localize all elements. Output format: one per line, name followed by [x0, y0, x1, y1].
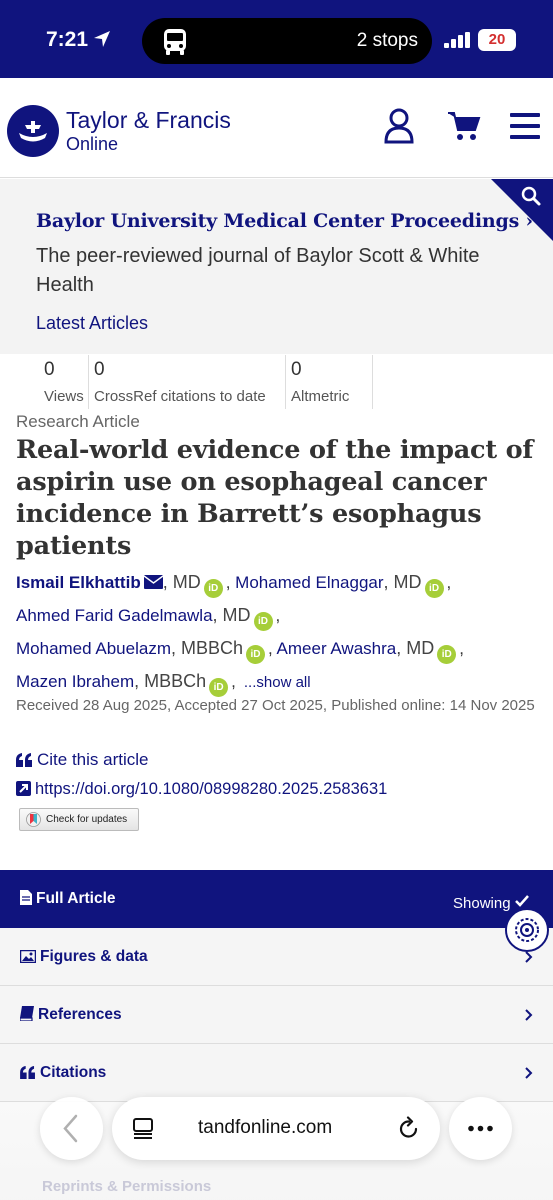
doi-link[interactable]: https://doi.org/10.1080/08998280.2025.2583631 [16, 780, 387, 799]
showing-status: Showing [453, 895, 511, 912]
dynamic-island[interactable] [142, 18, 432, 64]
journal-banner [0, 179, 553, 354]
publication-dates: Received 28 Aug 2025, Accepted 27 Oct 2025, Published online: 14 Nov 2025 [16, 697, 535, 714]
chevron-right-icon [524, 1009, 533, 1021]
orcid-icon[interactable]: iD [209, 678, 228, 697]
metric-views: 0 Views [44, 359, 84, 405]
shopping-cart-icon[interactable] [447, 111, 481, 141]
hamburger-menu-icon[interactable] [510, 113, 540, 139]
crossmark-icon [26, 812, 41, 827]
cellular-signal-icon [444, 32, 472, 48]
article-title: Real-world evidence of the impact of aspirin use on esophageal cancer incidence in Barrett’s esophagus patients [16, 435, 534, 561]
live-activity-text: 2 stops [356, 30, 418, 51]
author-credential: , MD [162, 572, 201, 592]
location-arrow-icon [93, 30, 111, 48]
ellipsis-icon [449, 1097, 512, 1160]
journal-title-link[interactable]: Baylor University Medical Center Proceedings › [36, 210, 533, 232]
metric-divider [285, 355, 286, 409]
author-list: Ismail Elkhattib , MD iD , Mohamed Elnaggar, MD iD , Ahmed Farid Gadelmawla, MD iD , Mohamed Abuelazm, MBBCh iD , Ameer Awashra, MD iD , Mazen Ibrahem, MBBCh iD , ...show all [16, 566, 546, 699]
tab-references[interactable]: References [0, 986, 553, 1044]
author-credential: , MBBCh [134, 671, 207, 691]
accessibility-widget-icon[interactable] [505, 908, 549, 952]
more-options-button[interactable] [449, 1097, 512, 1160]
document-icon [20, 890, 32, 905]
orcid-icon[interactable]: iD [246, 645, 265, 664]
tab-reprints-permissions: Reprints & Permissions [42, 1178, 212, 1195]
quote-icon [16, 753, 33, 767]
user-account-icon[interactable] [384, 108, 414, 144]
author-credential: , MD [383, 572, 422, 592]
tab-citations[interactable]: Citations [0, 1044, 553, 1102]
metric-crossref: 0 CrossRef citations to date [94, 359, 266, 405]
tab-label: Full Article [20, 890, 116, 908]
brand-name[interactable]: Taylor & Francis [66, 107, 231, 133]
chevron-right-icon [524, 1067, 533, 1079]
browser-back-button[interactable] [40, 1097, 103, 1160]
checkmark-icon [515, 894, 529, 908]
tabs-icon[interactable] [132, 1117, 154, 1139]
article-metrics [0, 355, 553, 409]
author-credential: , MD [396, 638, 435, 658]
metric-altmetric[interactable]: 0 Altmetric [291, 359, 350, 405]
cite-article-link[interactable]: Cite this article [16, 750, 148, 770]
orcid-icon[interactable]: iD [254, 612, 273, 631]
metric-divider [88, 355, 89, 409]
taylor-francis-logo-icon[interactable] [7, 105, 59, 157]
email-icon[interactable] [144, 575, 163, 589]
metric-divider [372, 355, 373, 409]
check-for-updates-button[interactable]: Check for updates [19, 808, 139, 831]
journal-description: The peer-reviewed journal of Baylor Scott & White Health [36, 245, 480, 296]
brand-subname[interactable]: Online [66, 134, 119, 154]
chevron-right-icon: › [525, 210, 533, 232]
bus-icon [162, 28, 188, 56]
article-type: Research Article [16, 412, 140, 431]
tab-full-article[interactable] [0, 870, 553, 928]
orcid-icon[interactable]: iD [425, 579, 444, 598]
orcid-icon[interactable]: iD [437, 645, 456, 664]
author-link[interactable]: Mohamed Abuelazm [16, 639, 171, 658]
address-bar[interactable] [112, 1097, 440, 1160]
show-all-authors-link[interactable]: ...show all [243, 674, 311, 691]
chevron-left-icon [40, 1097, 103, 1160]
orcid-icon[interactable]: iD [204, 579, 223, 598]
author-link[interactable]: Mohamed Elnaggar [235, 573, 384, 592]
url-text[interactable]: tandfonline.com [198, 1117, 333, 1138]
author-link[interactable]: Ismail Elkhattib [16, 573, 141, 592]
battery-indicator: 20 [478, 29, 516, 51]
author-credential: , MD [212, 605, 251, 625]
author-link[interactable]: Ameer Awashra [276, 639, 397, 658]
image-icon [20, 950, 36, 963]
external-link-icon [16, 781, 31, 796]
book-icon [20, 1006, 34, 1021]
author-link[interactable]: Mazen Ibrahem [16, 672, 135, 691]
quote-icon [20, 1066, 36, 1079]
author-link[interactable]: Ahmed Farid Gadelmawla [16, 606, 213, 625]
tab-figures-data[interactable]: Figures & data [0, 928, 553, 986]
latest-articles-link[interactable]: Latest Articles [36, 313, 149, 333]
site-header [0, 78, 553, 178]
status-bar [0, 0, 553, 78]
author-credential: , MBBCh [170, 638, 244, 658]
reload-icon[interactable] [398, 1116, 420, 1140]
status-time: 7:21 [46, 28, 89, 51]
